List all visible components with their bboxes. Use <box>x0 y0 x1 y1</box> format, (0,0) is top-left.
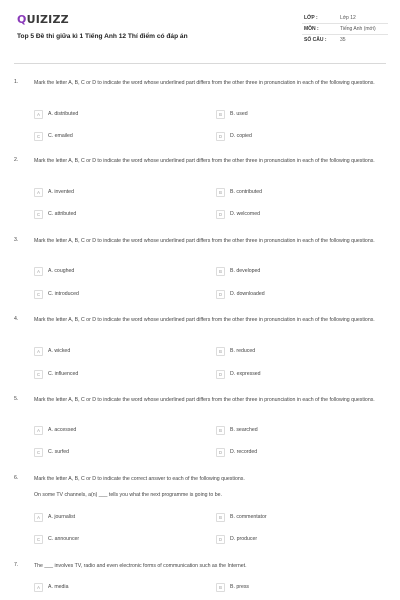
option-letter-box: C <box>34 370 43 379</box>
option-label: D. recorded <box>230 449 258 455</box>
option-label: B. developed <box>230 268 261 274</box>
logo-mark: Q <box>17 13 27 26</box>
option-letter-box: D <box>216 370 225 379</box>
option-letter-box: B <box>216 426 225 435</box>
option-letter-box: B <box>216 110 225 119</box>
option-b[interactable] <box>216 110 346 119</box>
option-a[interactable] <box>34 110 164 119</box>
option-label: D. expressed <box>230 371 261 377</box>
option-label: C. surfed <box>48 449 70 455</box>
question-prompt: On some TV channels, a(n) ___ tells you what the next programme is going to be. <box>34 492 222 498</box>
option-letter-box: D <box>216 535 225 544</box>
option-label: A. media <box>48 584 69 590</box>
option-b[interactable] <box>216 426 346 435</box>
option-d[interactable] <box>216 535 346 544</box>
option-letter-box: A <box>34 188 43 197</box>
option-label: B. contributed <box>230 189 263 195</box>
option-letter-box: A <box>34 110 43 119</box>
question-number: 4. <box>14 316 19 322</box>
meta-value: Tiếng Anh (mới) <box>340 26 376 32</box>
option-letter-box: C <box>34 290 43 299</box>
question-number: 2. <box>14 157 19 163</box>
question-number: 6. <box>14 475 19 481</box>
option-b[interactable] <box>216 188 346 197</box>
option-c[interactable] <box>34 132 164 141</box>
option-b[interactable] <box>216 513 346 522</box>
option-label: C. announcer <box>48 536 80 542</box>
question-number: 5. <box>14 396 19 402</box>
option-label: A. wicked <box>48 348 71 354</box>
option-label: D. copied <box>230 133 252 139</box>
option-letter-box: B <box>216 513 225 522</box>
option-letter-box: C <box>34 210 43 219</box>
option-label: C. influenced <box>48 371 79 377</box>
option-d[interactable] <box>216 370 346 379</box>
question-text: Mark the letter A, B, C or D to indicate the word whose underlined part differs from the other three in pronunciation in each of the following questions. <box>34 158 375 164</box>
option-d[interactable] <box>216 290 346 299</box>
meta-row-subject <box>302 24 388 35</box>
quizizz-logo[interactable] <box>17 13 69 26</box>
option-label: A. coughed <box>48 268 75 274</box>
option-letter-box: A <box>34 347 43 356</box>
option-label: B. commentator <box>230 514 267 520</box>
option-label: D. welcomed <box>230 211 260 217</box>
option-label: C. emailed <box>48 133 73 139</box>
meta-value: 35 <box>340 37 346 43</box>
option-a[interactable] <box>34 267 164 276</box>
option-label: C. attributed <box>48 211 77 217</box>
option-letter-box: B <box>216 583 225 592</box>
option-c[interactable] <box>34 448 164 457</box>
option-b[interactable] <box>216 347 346 356</box>
option-letter-box: B <box>216 188 225 197</box>
option-letter-box: C <box>34 535 43 544</box>
worksheet-meta-box <box>302 13 388 45</box>
header-divider <box>14 63 386 64</box>
option-label: D. downloaded <box>230 291 265 297</box>
question-number: 7. <box>14 562 19 568</box>
option-label: A. distributed <box>48 111 79 117</box>
option-label: D. producer <box>230 536 258 542</box>
question-text: Mark the letter A, B, C or D to indicate the word whose underlined part differs from the other three in pronunciation in each of the following questions. <box>34 317 375 323</box>
option-letter-box: D <box>216 132 225 141</box>
option-label: B. searched <box>230 427 258 433</box>
option-c[interactable] <box>34 210 164 219</box>
option-b[interactable] <box>216 267 346 276</box>
option-d[interactable] <box>216 448 346 457</box>
option-a[interactable] <box>34 583 164 592</box>
option-letter-box: A <box>34 513 43 522</box>
question-text: The ___ involves TV, radio and even electronic forms of communication such as the Internet. <box>34 563 247 569</box>
option-a[interactable] <box>34 347 164 356</box>
option-c[interactable] <box>34 290 164 299</box>
question-text: Mark the letter A, B, C or D to indicate the word whose underlined part differs from the other three in pronunciation in each of the following questions. <box>34 397 375 403</box>
option-label: B. press <box>230 584 250 590</box>
option-label: B. used <box>230 111 248 117</box>
option-label: C. introduced <box>48 291 79 297</box>
question-text: Mark the letter A, B, C or D to indicate the word whose underlined part differs from the other three in pronunciation in each of the following questions. <box>34 80 375 86</box>
option-letter-box: A <box>34 583 43 592</box>
option-a[interactable] <box>34 188 164 197</box>
question-number: 1. <box>14 79 19 85</box>
option-label: A. accessed <box>48 427 77 433</box>
option-letter-box: C <box>34 448 43 457</box>
document-title: Top 5 Đề thi giữa kì 1 Tiếng Anh 12 Thí điểm có đáp án <box>17 33 188 40</box>
option-letter-box: D <box>216 210 225 219</box>
option-d[interactable] <box>216 132 346 141</box>
question-text: Mark the letter A, B, C or D to indicate the correct answer to each of the following questions. <box>34 476 245 482</box>
option-letter-box: D <box>216 290 225 299</box>
option-letter-box: A <box>34 267 43 276</box>
option-label: B. reduced <box>230 348 256 354</box>
question-number: 3. <box>14 237 19 243</box>
meta-key: LỚP : <box>304 15 318 21</box>
meta-row-grade <box>302 13 388 24</box>
option-a[interactable] <box>34 513 164 522</box>
option-letter-box: C <box>34 132 43 141</box>
option-letter-box: B <box>216 347 225 356</box>
option-c[interactable] <box>34 535 164 544</box>
option-label: A. invented <box>48 189 74 195</box>
option-d[interactable] <box>216 210 346 219</box>
option-b[interactable] <box>216 583 346 592</box>
option-c[interactable] <box>34 370 164 379</box>
meta-key: SỐ CÂU : <box>304 37 327 43</box>
option-label: A. journalist <box>48 514 76 520</box>
logo-wordmark: UIZIZZ <box>26 13 69 26</box>
option-letter-box: A <box>34 426 43 435</box>
meta-value: Lớp 12 <box>340 15 356 21</box>
meta-row-question-count <box>302 35 388 45</box>
meta-key: MÔN : <box>304 26 319 32</box>
option-letter-box: D <box>216 448 225 457</box>
option-a[interactable] <box>34 426 164 435</box>
option-letter-box: B <box>216 267 225 276</box>
question-text: Mark the letter A, B, C or D to indicate the word whose underlined part differs from the other three in pronunciation in each of the following questions. <box>34 238 375 244</box>
